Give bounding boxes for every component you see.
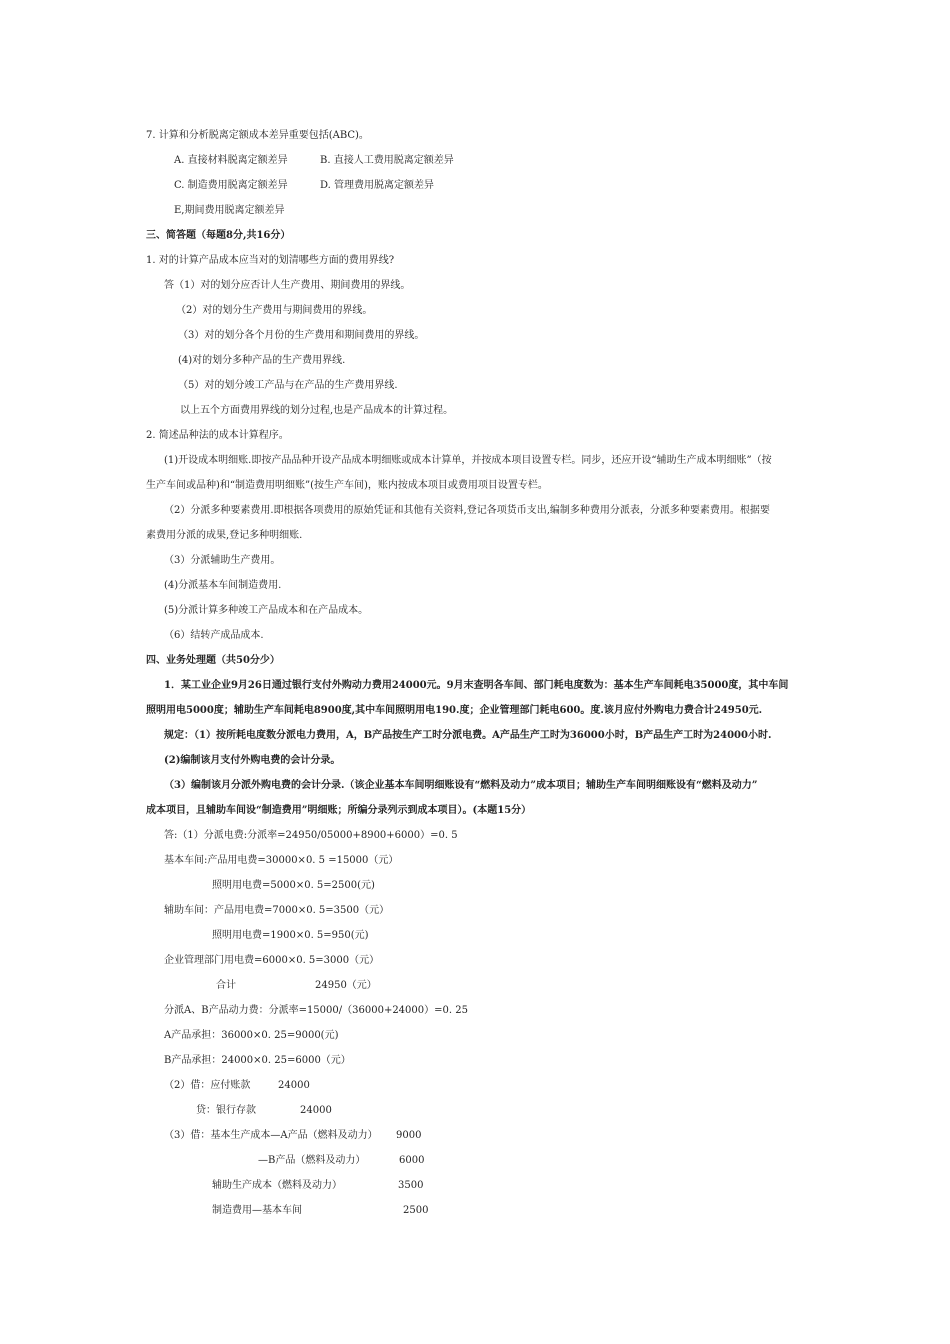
journal-entry-amount: 24000 [278,1080,310,1091]
s4-answer-line: 辅助车间：产品用电费=7000×0. 5=3500（元） [164,905,390,916]
journal-entry-amount: 2500 [403,1205,429,1216]
s4-total-value: 24950（元） [315,980,377,991]
s4-requirement: 成本项目，且辅助车间设“制造费用”明细账；所编分录列示到成本项目）。(本题15分） [146,805,532,816]
s4-requirement: （3）编制该月分派外购电费的会计分录.（该企业基本车间明细账设有“燃料及动力”成本项目；辅助生产车间明细账设有“燃料及动力” [164,780,758,791]
s3-answer-line: 答（1）对的划分应否计人生产费用、期间费用的界线。 [164,280,411,291]
s4-answer-line: A产品承担：36000×0. 25=9000(元) [164,1030,339,1041]
q7-option-b: B. 直接人工费用脱离定额差异 [320,155,454,166]
journal-entry-amount: 9000 [396,1130,422,1141]
s4-requirement: (2)编制该月支付外购电费的会计分录。 [164,755,341,766]
q7-stem: 7. 计算和分析脱离定额成本差异重要包括(ABC)。 [146,130,369,141]
s3-paragraph: (4)分派基本车间制造费用. [164,580,282,591]
s3-question-1: 1. 对的计算产品成本应当对的划清哪些方面的费用界线? [146,255,395,266]
s3-answer-line: 以上五个方面费用界线的划分过程,也是产品成本的计算过程。 [180,405,454,416]
section-3-title: 三、简答题（每题8分,共16分） [146,230,291,241]
journal-entry-label: （3）借：基本生产成本—A产品（燃料及动力） [164,1130,378,1141]
s3-answer-line: （2）对的划分生产费用与期间费用的界线。 [176,305,373,316]
s4-requirement: 规定：（1）按所耗电度数分派电力费用，A，B产品按生产工时分派电费。A产品生产工时为36000小时，B产品生产工时为24000小时. [164,730,772,741]
journal-entry-amount: 24000 [300,1105,332,1116]
s4-problem-text: 照明用电5000度；辅助生产车间耗电8900度,其中车间照明用电190.度；企业管理部门耗电600。度.该月应付外购电力费合计24950元. [146,705,763,716]
s4-total-label: 合计 [216,980,236,991]
s4-answer-line: 企业管理部门用电费=6000×0. 5=3000（元） [164,955,380,966]
q7-option-d: D. 管理费用脱离定额差异 [320,180,435,191]
journal-entry-label: 贷：银行存款 [196,1105,256,1116]
s3-paragraph: (5)分派计算多种竣工产品成本和在产品成本。 [164,605,369,616]
q7-option-c: C. 制造费用脱离定额差异 [174,180,288,191]
s4-answer-line: 分派A、B产品动力费：分派率=15000/（36000+24000）=0. 25 [164,1005,468,1016]
s3-paragraph: 生产车间或品种)和“制造费用明细账”(按生产车间)，账内按成本项目或费用项目设置专栏。 [146,480,548,491]
s3-paragraph: （2）分派多种要素费用.即根据各项费用的原始凭证和其他有关资料,登记各项货币支出,编制多种费用分派表，分派多种要素费用。根据要 [164,505,770,516]
s4-answer-line: 答:（1）分派电费:分派率=24950/05000+8900+6000）=0. 5 [164,830,458,841]
s3-question-2: 2. 简述品种法的成本计算程序。 [146,430,289,441]
journal-entry-label: —B产品（燃料及动力） [258,1155,366,1166]
journal-entry-amount: 6000 [399,1155,425,1166]
s3-paragraph: （3）分派辅助生产费用。 [164,555,281,566]
s3-answer-line: (4)对的划分多种产品的生产费用界线. [178,355,346,366]
journal-entry-amount: 3500 [398,1180,424,1191]
s4-problem-text: 1．某工业企业9月26日通过银行支付外购动力费用24000元。9月末查明各车间、部门耗电度数为：基本生产车间耗电35000度，其中车间 [164,680,789,691]
q7-option-a: A. 直接材料脱离定额差异 [174,155,288,166]
s3-answer-line: （3）对的划分各个月份的生产费用和期间费用的界线。 [178,330,425,341]
section-4-title: 四、业务处理题（共50分少） [146,655,280,666]
s3-answer-line: （5）对的划分竣工产品与在产品的生产费用界线. [178,380,398,391]
s3-paragraph: （6）结转产成品成本. [164,630,264,641]
s3-paragraph: (1)开设成本明细账.即按产品品种开设产品成本明细账或成本计算单，并按成本项目设置专栏。同步，还应开设“辅助生产成本明细账”（按 [164,455,772,466]
s3-paragraph: 素费用分派的成果,登记多种明细账. [146,530,303,541]
s4-answer-line: 照明用电费=1900×0. 5=950(元) [212,930,369,941]
s4-answer-line: B产品承担：24000×0. 25=6000（元） [164,1055,351,1066]
journal-entry-label: 辅助生产成本（燃料及动力） [212,1180,342,1191]
q7-option-e: E,期间费用脱离定额差异 [174,205,285,216]
s4-answer-line: 基本车间:产品用电费=30000×0. 5 =15000（元） [164,855,399,866]
s4-answer-line: 照明用电费=5000×0. 5=2500(元) [212,880,375,891]
journal-entry-label: （2）借：应付账款 [164,1080,251,1091]
journal-entry-label: 制造费用—基本车间 [212,1205,302,1216]
